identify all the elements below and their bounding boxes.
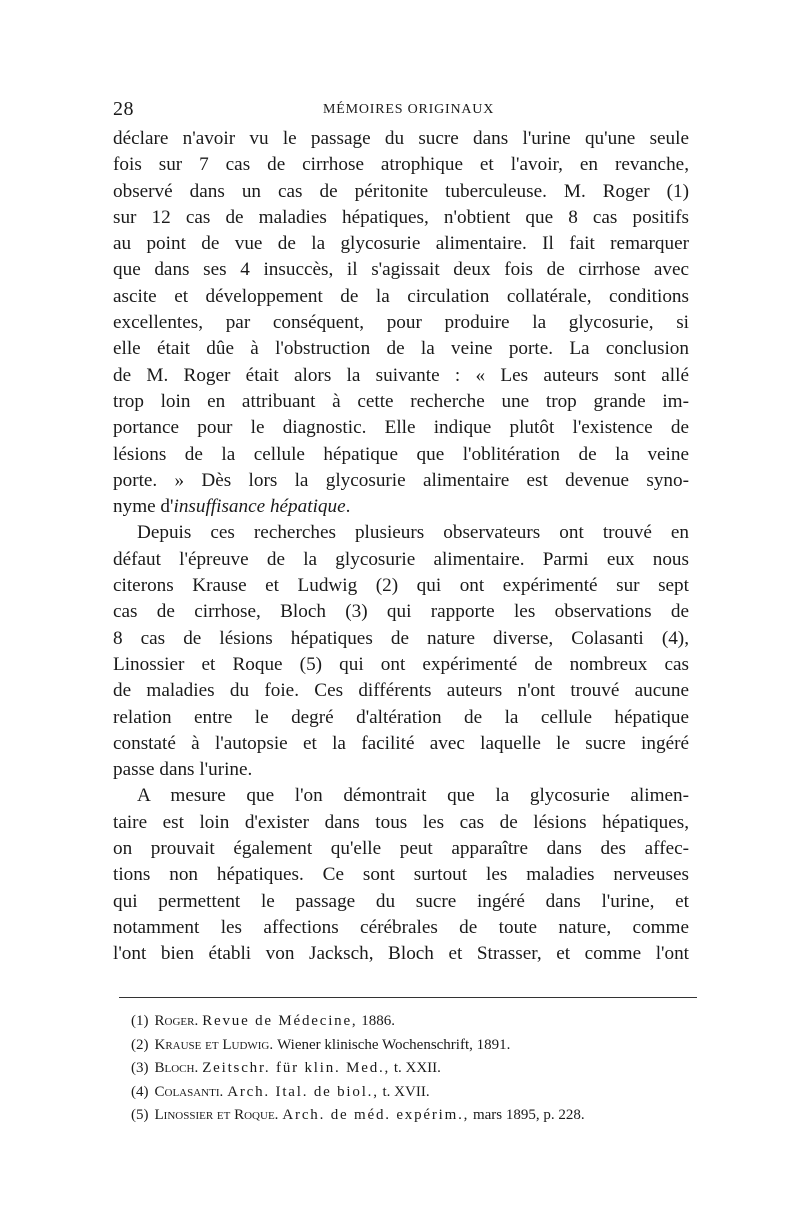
footnote-reference: Zeitschr. für klin. Med.,: [202, 1060, 391, 1077]
footnote-item: [131, 1057, 701, 1081]
footnote-reference: Revue de Médecine,: [202, 1013, 358, 1029]
text-line: taire est loin d'exister dans tous les cas de lésions hépatiques,: [113, 811, 689, 833]
footnote-detail: mars 1895, p. 228.: [469, 1107, 585, 1124]
text-line: tions non hépatiques. Ce sont surtout les maladies nerveuses: [113, 864, 689, 886]
text-line: au point de vue de la glycosurie alimentaire. Il fait remarquer: [113, 233, 689, 255]
text-line: ascite et développement de la circulation collatérale, conditions: [113, 285, 689, 307]
line-suffix: .: [345, 496, 351, 518]
text-line: Depuis ces recherches plusieurs observateurs ont trouvé en: [137, 522, 689, 544]
text-line: de maladies du foie. Ces différents auteurs n'ont trouvé aucune: [113, 680, 689, 702]
paragraph-2: [113, 520, 689, 783]
footnote-item: [131, 1010, 701, 1034]
footnote-detail: 1891.: [472, 1036, 511, 1053]
text-line: l'ont bien établi von Jacksch, Bloch et Strasser, et comme l'ont: [113, 943, 689, 965]
text-line: passe dans l'urine.: [113, 759, 253, 781]
page-header: [113, 98, 698, 122]
footnote-author: Roger.: [154, 1013, 199, 1029]
text-line: constaté à l'autopsie et la facilité avec laquelle le sucre ingéré: [113, 732, 689, 754]
footnote-divider: [119, 997, 697, 998]
text-line: qui permettent le passage du sucre ingéré dans l'urine, et: [113, 890, 689, 912]
running-title: MÉMOIRES ORIGINAUX: [323, 102, 495, 117]
footnote-item: [131, 1104, 701, 1128]
italic-term: insuffisance hépatique: [173, 496, 346, 518]
body-text: [113, 126, 689, 968]
text-line: Linossier et Roque (5) qui ont expérimenté de nombreux cas: [113, 653, 689, 675]
footnote-author: Linossier et Roque.: [154, 1107, 279, 1124]
text-line: portance pour le diagnostic. Elle indique plutôt l'existence de: [113, 417, 689, 439]
page-number: 28: [113, 98, 134, 120]
footnote-detail: t. XXII.: [390, 1060, 441, 1077]
text-line: observé dans un cas de péritonite tuberculeuse. M. Roger (1): [113, 180, 689, 202]
text-line: que dans ses 4 insuccès, il s'agissait deux fois de cirrhose avec: [113, 259, 689, 281]
text-line: 8 cas de lésions hépatiques de nature diverse, Colasanti (4),: [113, 627, 689, 649]
footnote-number: (3): [131, 1060, 149, 1077]
text-line: cas de cirrhose, Bloch (3) qui rapporte les observations de: [113, 601, 689, 623]
footnote-reference: Arch. Ital. de biol.,: [227, 1083, 379, 1100]
text-line: relation entre le degré d'altération de la cellule hépatique: [113, 706, 689, 728]
text-line: trop loin en attribuant à cette recherche une trop grande im-: [113, 390, 689, 412]
text-line: citerons Krause et Ludwig (2) qui ont expérimenté sur sept: [113, 575, 689, 597]
footnote-author: Colasanti.: [154, 1083, 224, 1100]
text-line: déclare n'avoir vu le passage du sucre dans l'urine qu'une seule: [113, 128, 689, 149]
text-line: notamment les affections cérébrales de toute nature, comme: [113, 916, 689, 938]
line-prefix: nyme d': [113, 496, 174, 518]
text-line: porte. » Dès lors la glycosurie alimentaire est devenue syno-: [113, 469, 689, 491]
footnote-detail: 1886.: [357, 1013, 395, 1029]
footnote-number: (2): [131, 1036, 149, 1053]
text-line: elle était dûe à l'obstruction de la veine porte. La conclusion: [113, 338, 689, 360]
footnote-reference: Wiener klinische Wochenschrift,: [277, 1036, 473, 1053]
paragraph-3: [113, 783, 689, 967]
footnote-detail: t. XVII.: [378, 1083, 430, 1100]
text-line: on prouvait également qu'elle peut apparaître dans des affec-: [113, 838, 689, 860]
text-line: fois sur 7 cas de cirrhose atrophique et l'avoir, en revanche,: [113, 154, 689, 176]
text-line: défaut l'épreuve de la glycosurie alimentaire. Parmi eux nous: [113, 548, 689, 570]
footnote-author: Krause et Ludwig.: [154, 1036, 274, 1053]
footnote-item: [131, 1034, 701, 1058]
footnote-author: Bloch.: [154, 1060, 199, 1077]
text-line-italic-term: [113, 494, 689, 520]
footnote-number: (5): [131, 1107, 149, 1124]
text-line: A mesure que l'on démontrait que la glycosurie alimen-: [137, 785, 689, 807]
footnote-reference: Arch. de méd. expérim.,: [282, 1107, 470, 1124]
text-line: lésions de la cellule hépatique que l'oblitération de la veine: [113, 443, 689, 465]
paragraph-1: [113, 126, 689, 520]
text-line: excellentes, par conséquent, pour produire la glycosurie, si: [113, 312, 689, 334]
footnotes: [131, 1010, 701, 1128]
footnote-item: [131, 1081, 701, 1105]
text-line: de M. Roger était alors la suivante : « Les auteurs sont allé: [113, 364, 689, 386]
footnote-number: (1): [131, 1013, 149, 1029]
footnote-number: (4): [131, 1083, 149, 1100]
text-line: sur 12 cas de maladies hépatiques, n'obtient que 8 cas positifs: [113, 206, 689, 228]
